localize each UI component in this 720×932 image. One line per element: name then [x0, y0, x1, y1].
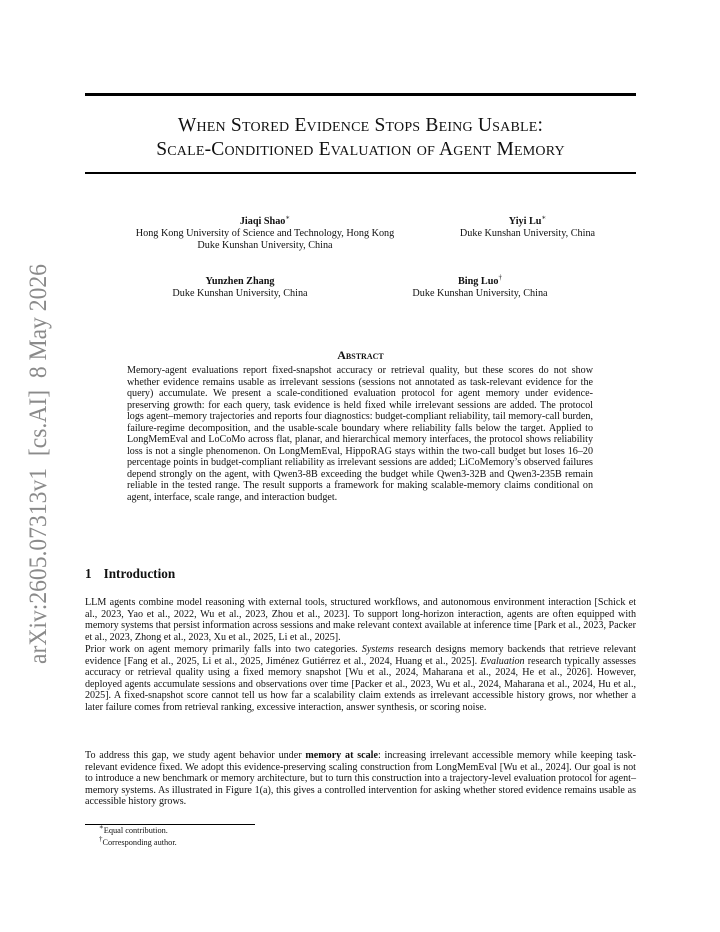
intro-paragraph-1: LLM agents combine model reasoning with external tools, structured workflows, and autonomous environment interaction [Schick et al., 2023, Yao et al., 2022, Wu et al., 2023, Zhou et al., 2023]. To support long-horizon interaction, agents are often equipped with memory systems that persist information across sessions and make relevant context available at inference time [Park et al., 2023, Packer et al., 2023, Zhong et al., 2023, Xu et al., 2025, Li et al., 2025]. — [85, 597, 636, 643]
emphasis-memory-at-scale: memory at scale — [305, 750, 378, 761]
author-mark: † — [498, 273, 502, 282]
author-affiliation: Duke Kunshan University, China — [197, 239, 333, 251]
section-heading — [85, 566, 175, 582]
footnote-2 — [99, 835, 177, 848]
author-affiliation: Duke Kunshan University, China — [412, 287, 548, 299]
paragraph-text: : increasing irrelevant accessible memory while keeping task-relevant evidence fixed. We adopt this evidence-preserving scaling construction from LongMemEval [Wu et al., 2024]. Our goal is not to introduce a new benchmark or memory architecture, but to turn this construction into a trajectory-level evaluation protocol for agent–memory systems. As illustrated in Figure 1(a), this gives a controlled intervention for asking whether stored evidence remains usable as accessible history grows. — [85, 750, 636, 808]
author-name: Yunzhen Zhang — [205, 276, 275, 287]
title-line-2: Scale-Conditioned Evaluation of Agent Memory — [156, 139, 565, 160]
footnote-mark: ∗ — [99, 823, 104, 832]
footnote-rule — [85, 824, 255, 825]
paragraph-text: research typically assesses accuracy or retrieval quality using a fixed memory snapshot [Wu et al., 2024, Maharana et al., 2024, He et al., 2026]. However, deployed agents accumulate sessions and observations over time [Packer et al., 2023, Wu et al., 2024, Maharana et al., 2024, Hu et al., 2025]. A fixed-snapshot score cannot tell us how far a scalability claim extends as irrelevant accessible history grows, nor whether a later failure comes from retrieval ranking, excessive interaction, answer synthesis, or scoring noise. — [85, 655, 636, 713]
arxiv-stamp — [6, 0, 66, 932]
author-affiliation: Hong Kong University of Science and Technology, Hong Kong — [135, 227, 395, 239]
paragraph-text: Prior work on agent memory primarily falls into two categories. — [85, 644, 362, 655]
footnote-text: Equal contribution. — [103, 826, 168, 835]
author-affiliation: Duke Kunshan University, China — [459, 227, 596, 239]
author-mark: ∗ — [541, 213, 547, 222]
section-number: 1 — [85, 566, 92, 581]
author-name: Yiyi Lu — [508, 216, 542, 227]
author-block-4 — [375, 273, 585, 300]
abstract-heading: Abstract — [337, 348, 384, 362]
author-mark: ∗ — [285, 213, 291, 222]
paragraph-text: To address this gap, we study agent behavior under — [85, 750, 306, 761]
intro-paragraph-3 — [85, 750, 636, 808]
title-top-rule — [85, 93, 636, 96]
paragraph-text: research designs memory backends that retrieve relevant evidence [Fang et al., 2025, Li et al., 2025, Jiménez Gutiérrez et al., 2024, Huang et al., 2025]. — [85, 644, 636, 667]
footnote-1 — [99, 823, 168, 836]
abstract-body: Memory-agent evaluations report fixed-snapshot accuracy or retrieval quality, but these scores do not show whether evidence remains usable as irrelevant sessions (sessions not annotated as task-relevant evidence for the query) accumulate. We present a scale-conditioned evaluation protocol for agent memory under evidence-preserving growth: for each query, task evidence is held fixed while irrelevant sessions are added. The protocol logs agent–memory trajectories and reports four diagnostics: budget-compliant reliability, tail memory-call burden, failure-regime decomposition, and the usable-scale boundary where reliability falls below the target. Applied to LongMemEval and LoCoMo across flat, planar, and hierarchical memory interfaces, the protocol shows reliability loss is not a single phenomenon. On LongMemEval, HippoRAG stays within the two-call budget but loses 16–20 percentage points in budget-compliant reliability as irrelevant sessions are added; LiCoMemory’s observed failures depend strongly on the agent, with Qwen3-8B exceeding the budget while Qwen3-32B and Qwen3-235B remain reliable in the tested range. The result supports a framework for making scalable-memory claims conditional on agent, interface, scale range, and interaction budget. — [127, 365, 593, 504]
emphasis-systems: Systems — [361, 644, 394, 655]
arxiv-stamp-text: arXiv:2605.07313v1 [cs.AI] 8 May 2026 — [23, 231, 52, 664]
author-name: Jiaqi Shao — [239, 216, 286, 227]
intro-paragraph-2 — [85, 644, 636, 713]
title-line-1: When Stored Evidence Stops Being Usable: — [177, 115, 544, 136]
author-block-3 — [120, 276, 360, 300]
author-name: Bing Luo — [458, 276, 499, 287]
author-block-1 — [100, 213, 430, 251]
author-block-2 — [430, 213, 625, 240]
title-bottom-rule — [85, 172, 636, 174]
footnote-mark: † — [99, 835, 103, 844]
section-title: Introduction — [103, 566, 176, 581]
emphasis-evaluation: Evaluation — [480, 655, 525, 667]
footnote-text: Corresponding author. — [102, 838, 177, 847]
author-affiliation: Duke Kunshan University, China — [172, 287, 308, 299]
paper-title — [85, 114, 636, 162]
